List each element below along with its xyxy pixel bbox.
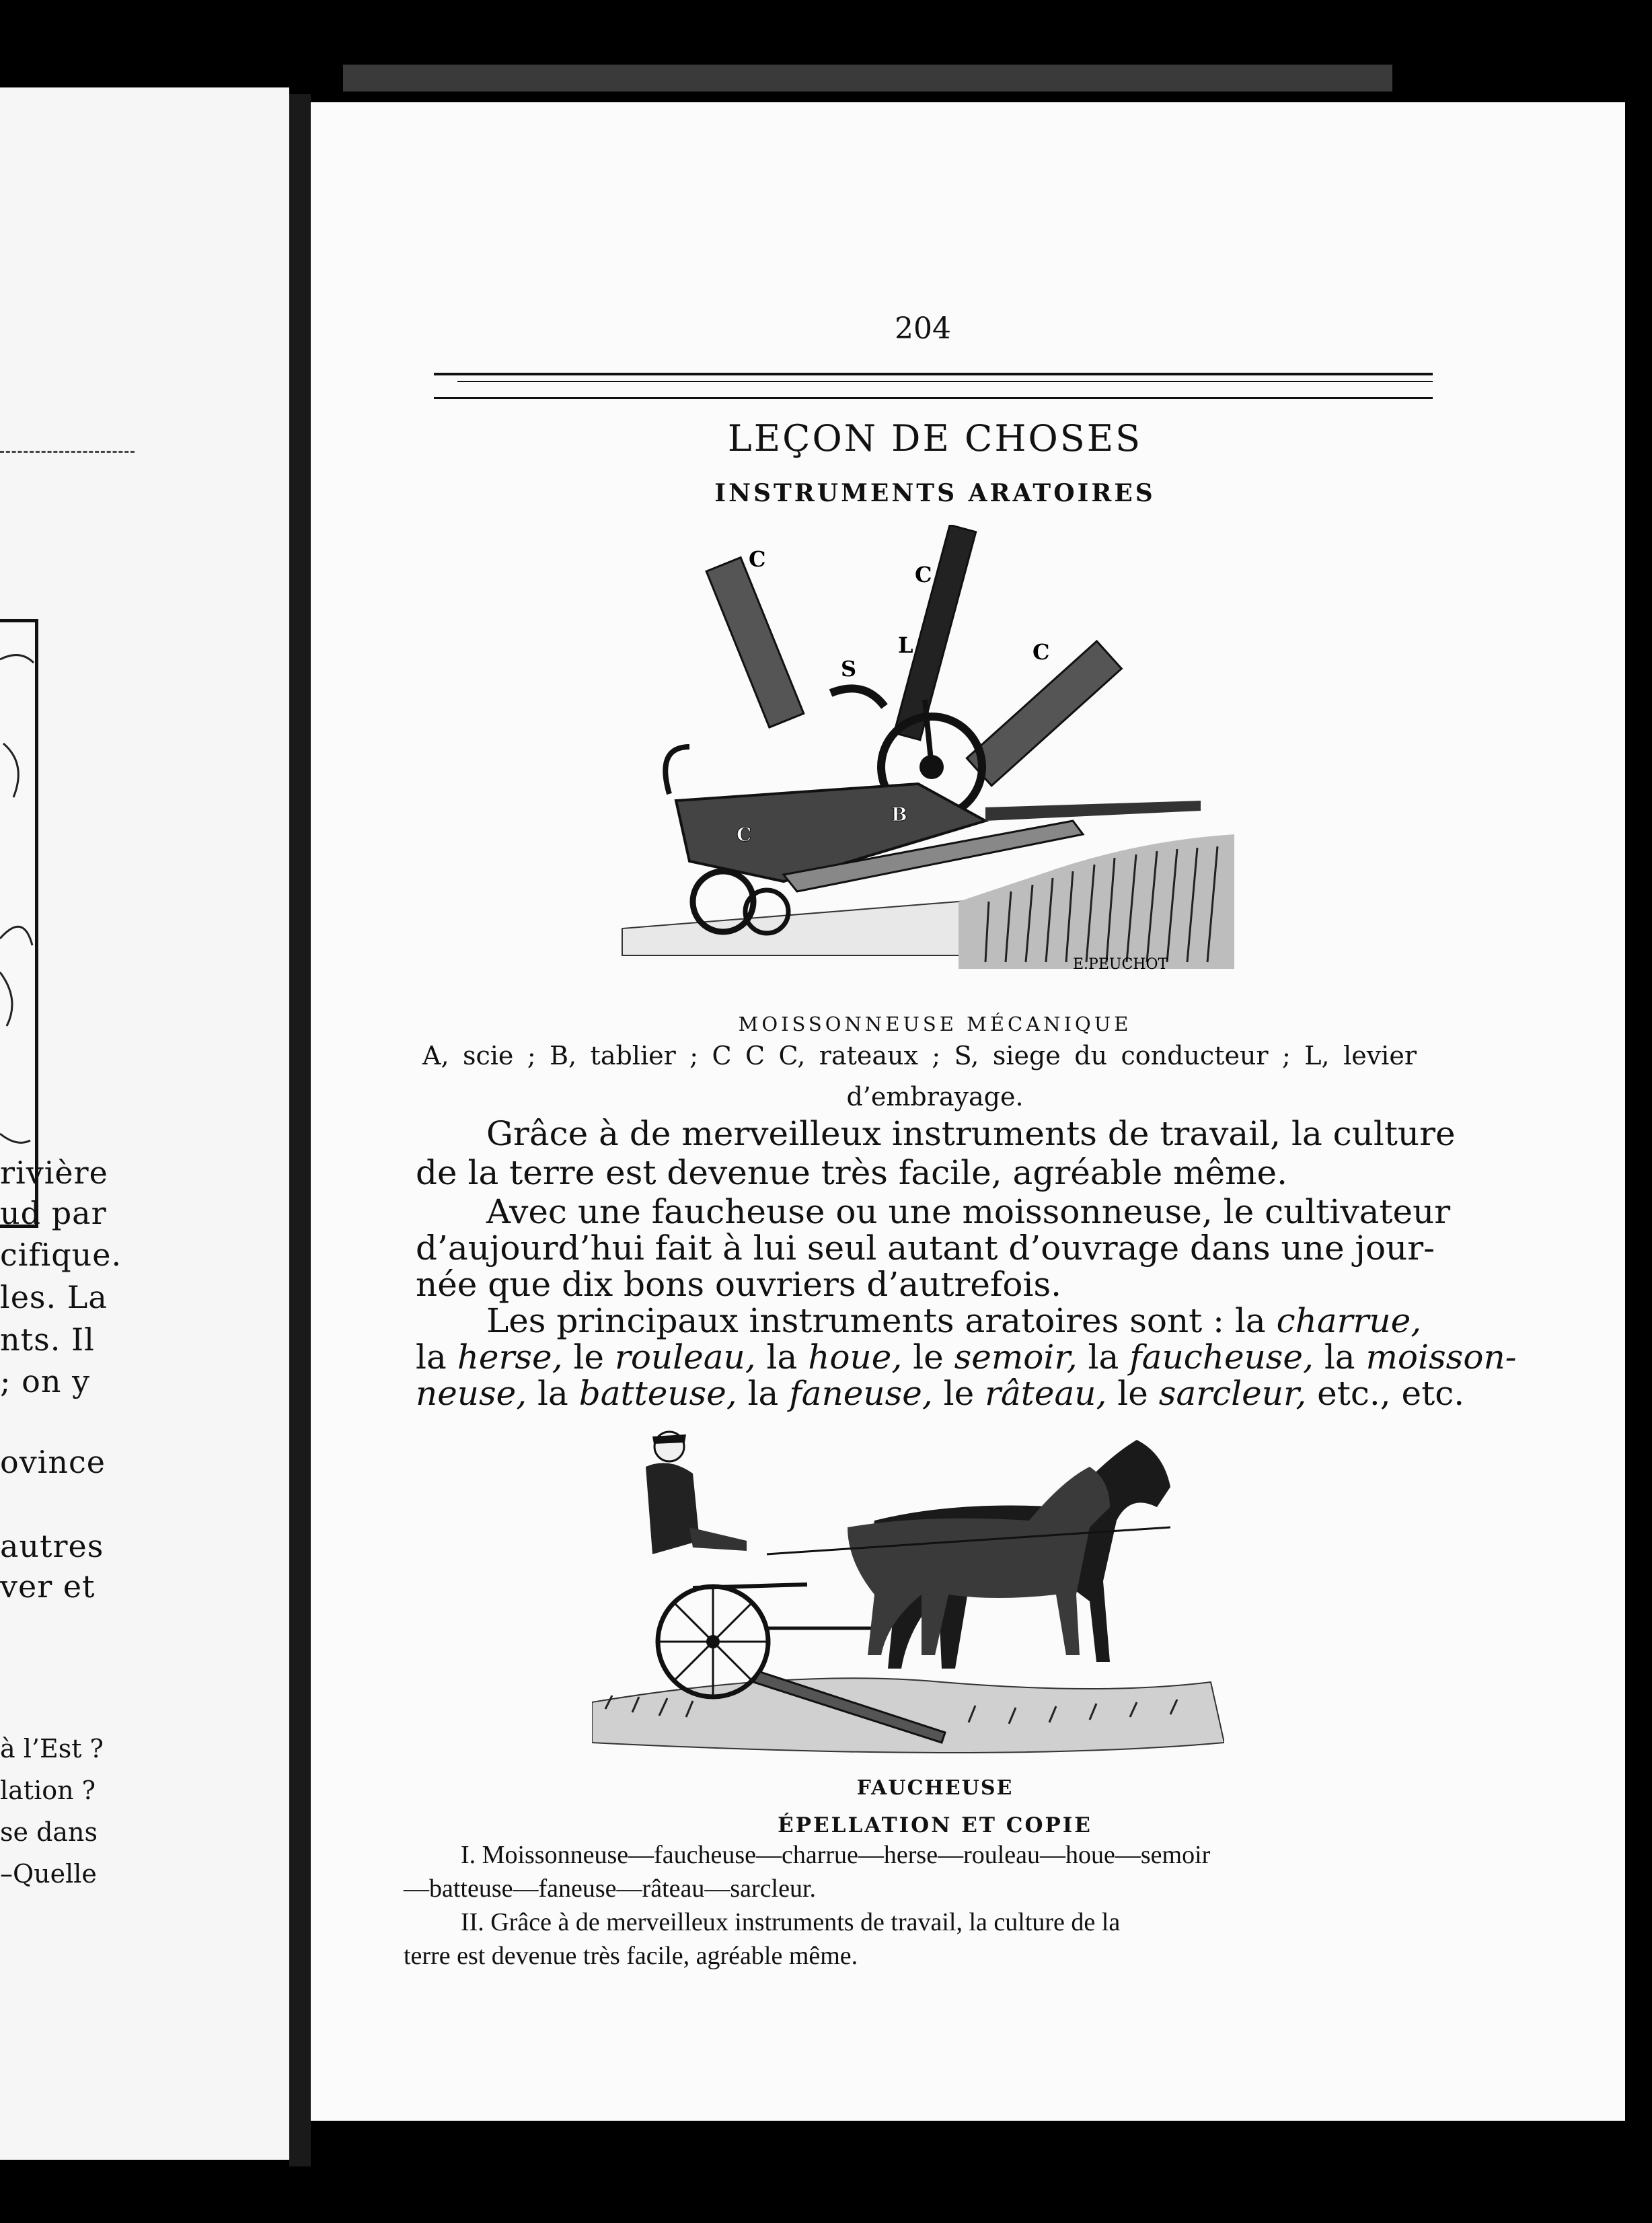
left-text-line: autres	[0, 1528, 104, 1564]
paragraph-line	[416, 1301, 1422, 1340]
page-number: 204	[895, 312, 951, 346]
term-sarcleur: sarcleur,	[1158, 1374, 1307, 1413]
left-text-line: rivière	[0, 1155, 108, 1191]
term-moissonneuse: moisson-	[1365, 1338, 1517, 1377]
left-text-line: les. La	[0, 1279, 108, 1315]
horses	[767, 1440, 1170, 1669]
left-text-line: ver et	[0, 1568, 96, 1605]
left-text-line: ovince	[0, 1444, 106, 1480]
figure1-legend-line1: A, scie ; B, tablier ; C C C, rateaux ; S, siege du conducteur ; L, levier	[422, 1041, 1417, 1070]
text-run: etc., etc.	[1306, 1374, 1465, 1413]
left-text-line: ud par	[0, 1195, 107, 1231]
header-rule-bottom	[457, 381, 1433, 382]
exercise-heading: ÉPELLATION ET COPIE	[778, 1813, 1092, 1837]
text-run: la	[737, 1374, 790, 1413]
left-page-rule	[0, 451, 135, 453]
term-houe: houe,	[808, 1338, 903, 1377]
figure1-label: C	[749, 546, 766, 572]
exercise-line: terre est devenue très facile, agréable même.	[404, 1942, 858, 1970]
text-run: le	[902, 1338, 954, 1377]
header-rule-top	[434, 373, 1433, 375]
page-subtitle: INSTRUMENTS ARATOIRES	[714, 479, 1156, 507]
term-batteuse: batteuse,	[578, 1374, 737, 1413]
top-edge-strip	[343, 65, 1392, 92]
figure1-label: B	[891, 803, 907, 826]
paragraph-line: Avec une faucheuse ou une moissonneuse, le cultivateur	[486, 1192, 1451, 1231]
paragraph-line: de la terre est devenue très facile, agréable même.	[416, 1153, 1288, 1192]
exercise-line: II. Grâce à de merveilleux instruments de travail, la culture de la	[461, 1908, 1121, 1936]
text-run: la	[527, 1374, 579, 1413]
paragraph-line	[416, 1374, 1465, 1413]
text-run: le	[1106, 1374, 1159, 1413]
paragraph-line	[416, 1338, 1517, 1377]
left-page	[0, 87, 289, 2160]
faucheuse-illustration	[592, 1426, 1224, 1763]
term-moissonneuse-end: neuse,	[416, 1374, 527, 1413]
paragraph-line: d’aujourd’hui fait à lui seul autant d’ouvrage dans une jour-	[416, 1229, 1435, 1268]
book-spine	[289, 94, 311, 2166]
driver-figure	[646, 1432, 747, 1554]
text-run: la	[1313, 1338, 1366, 1377]
paragraph-line: née que dix bons ouvriers d’autrefois.	[416, 1265, 1062, 1304]
moissonneuse-illustration	[609, 525, 1234, 982]
term-semoir: semoir,	[954, 1338, 1078, 1377]
text-run: Les principaux instruments aratoires sont : la	[486, 1301, 1277, 1340]
left-question-line: se dans	[0, 1817, 98, 1847]
figure2-caption: FAUCHEUSE	[856, 1776, 1014, 1800]
text-run: la	[1077, 1338, 1130, 1377]
figure1-signature: E.PEUCHOT	[1073, 956, 1168, 973]
text-run: le	[932, 1374, 985, 1413]
reaper-rakes	[706, 525, 1121, 786]
figure1-legend-line2: d’embrayage.	[846, 1082, 1024, 1112]
text-run: la	[416, 1338, 457, 1377]
figure1-label: C	[915, 562, 932, 587]
header-rule-third	[434, 397, 1433, 399]
left-page-figure	[0, 619, 38, 1228]
figure1-label: L	[898, 632, 913, 658]
left-question-line: lation ?	[0, 1776, 96, 1805]
page-title: LEÇON DE CHOSES	[727, 417, 1143, 460]
left-text-line: nts. Il	[0, 1321, 95, 1358]
term-faneuse: faneuse,	[789, 1374, 933, 1413]
exercise-line: I. Moissonneuse—faucheuse—charrue—herse—rouleau—houe—semoir	[461, 1841, 1211, 1869]
left-question-line: –Quelle	[0, 1859, 97, 1889]
exercise-line: —batteuse—faneuse—râteau—sarcleur.	[404, 1874, 817, 1903]
term-faucheuse: faucheuse,	[1129, 1338, 1314, 1377]
term-charrue: charrue,	[1276, 1301, 1422, 1340]
term-herse: herse,	[457, 1338, 563, 1377]
text-run: la	[755, 1338, 809, 1377]
figure1-label: C	[737, 824, 752, 846]
term-rateau: râteau,	[985, 1374, 1107, 1413]
figure1-label: C	[1032, 639, 1050, 665]
left-figure-drawing	[0, 622, 35, 1225]
figure1-caption: MOISSONNEUSE MÉCANIQUE	[738, 1013, 1132, 1035]
figure1-label: S	[841, 656, 857, 682]
left-text-line: cifique.	[0, 1237, 122, 1273]
left-question-line: à l’Est ?	[0, 1734, 104, 1763]
text-run: le	[562, 1338, 615, 1377]
term-rouleau: rouleau,	[614, 1338, 756, 1377]
left-text-line: ; on y	[0, 1363, 91, 1399]
paragraph-line: Grâce à de merveilleux instruments de travail, la culture	[486, 1114, 1456, 1153]
